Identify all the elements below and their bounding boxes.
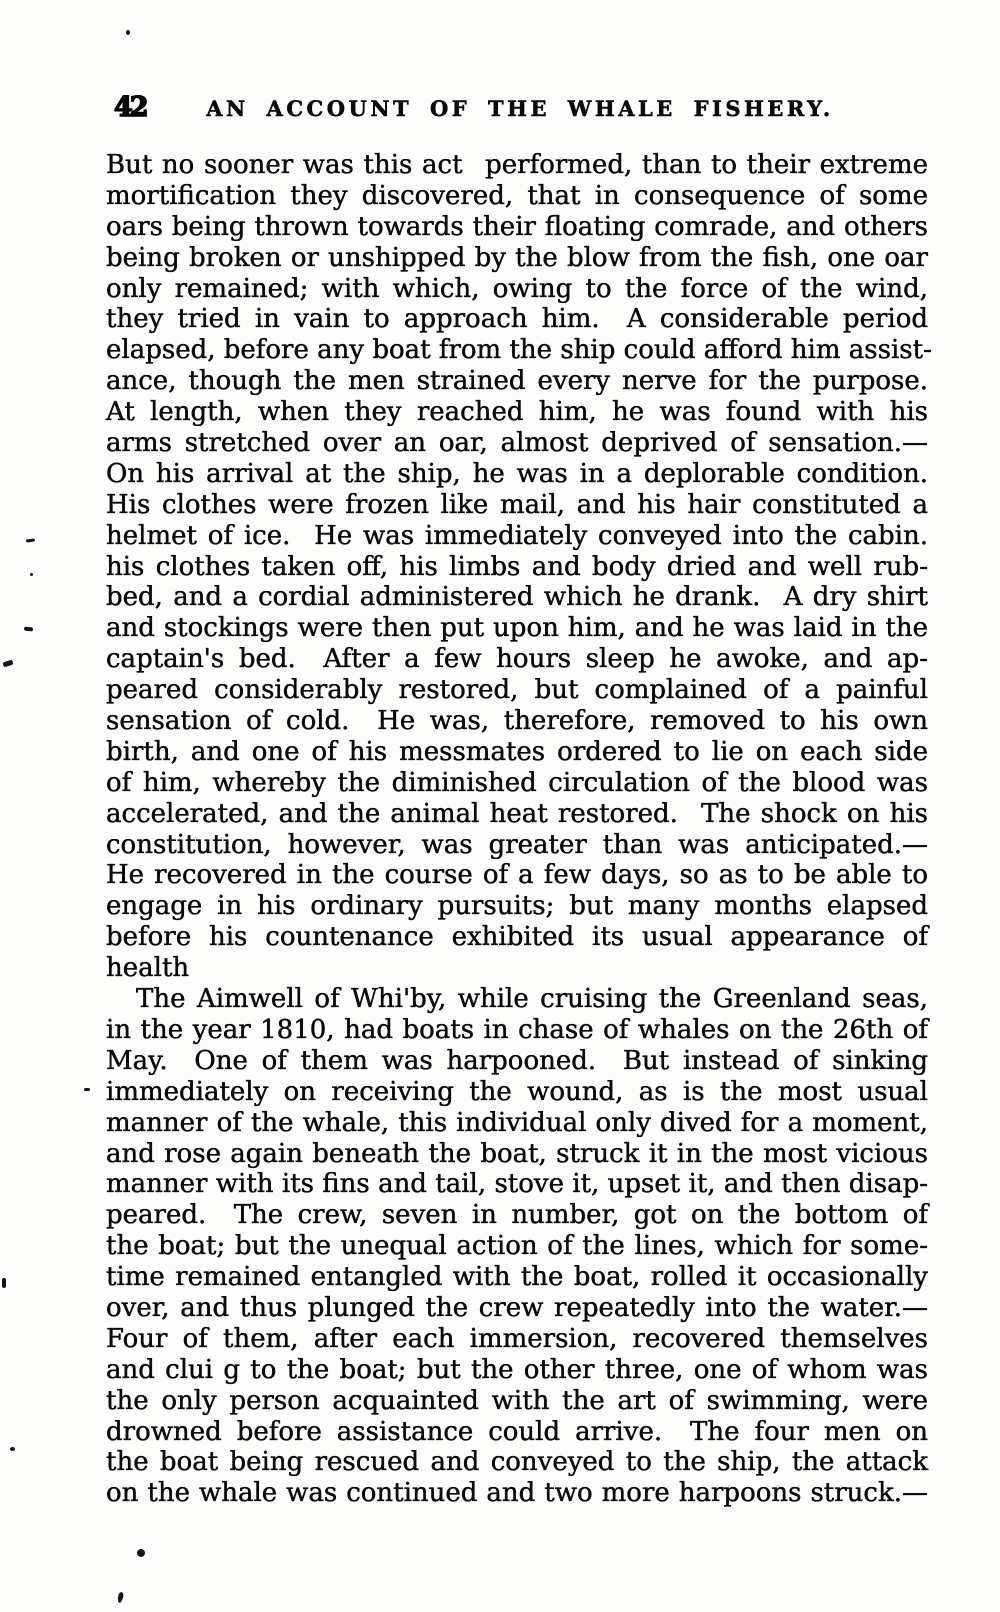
text-line: constitution, however, was greater than was anticipated.—: [106, 829, 928, 860]
text-line: The Aimwell of Whi'by, while cruising the Greenland seas,: [136, 984, 928, 1015]
text-line: May. One of them was harpooned. But instead of sinking: [106, 1045, 928, 1076]
text-line: peared. The crew, seven in number, got on the bottom of: [106, 1200, 928, 1231]
text-line: bed, and a cordial administered which he drank. A dry shirt: [106, 582, 928, 613]
scan-speck: [126, 30, 130, 35]
text-line: oars being thrown towards their floating comrade, and others: [106, 211, 928, 242]
text-line: mortification they discovered, that in consequence of some: [106, 180, 928, 211]
text-line: arms stretched over an oar, almost deprived of sensation.—: [106, 428, 928, 459]
text-line: being broken or unshipped by the blow from the fish, one oar: [106, 242, 928, 273]
text-line: before his countenance exhibited its usual appearance of: [106, 922, 928, 953]
running-head: AN ACCOUNT OF THE WHALE FISHERY.: [206, 96, 834, 121]
text-line: manner with its fins and tail, stove it, upset it, and then disap-: [106, 1169, 928, 1200]
text-line: over, and thus plunged the crew repeatedly into the water.—: [106, 1292, 928, 1323]
text-line: and rose again beneath the boat, struck it in the most vicious: [106, 1138, 928, 1169]
scan-speck: [2, 1278, 6, 1288]
text-line: sensation of cold. He was, therefore, removed to his own: [106, 706, 928, 737]
text-line: health: [106, 953, 190, 984]
paragraph: [106, 150, 932, 984]
scan-speck: [24, 627, 33, 632]
text-line: the boat; but the unequal action of the lines, which for some-: [106, 1231, 928, 1262]
text-line: On his arrival at the ship, he was in a deplorable condition.: [106, 458, 928, 489]
text-line: time remained entangled with the boat, rolled it occasionally: [106, 1262, 928, 1293]
page-body: [106, 150, 932, 1509]
text-line: His clothes were frozen like mail, and his hair constituted a: [106, 489, 928, 520]
page-number: 42: [114, 92, 146, 123]
scan-speck: [2, 660, 13, 668]
text-line: engage in his ordinary pursuits; but many months elapsed: [106, 891, 928, 922]
text-line: peared considerably restored, but complained of a painful: [106, 675, 928, 706]
text-line: drowned before assistance could arrive. The four men on: [106, 1416, 928, 1447]
text-line: his clothes taken off, his limbs and body dried and well rub-: [106, 551, 928, 582]
text-line: in the year 1810, had boats in chase of whales on the 26th of: [106, 1014, 928, 1045]
text-line: and clui g to the boat; but the other three, one of whom was: [106, 1354, 928, 1385]
text-line: the only person acquainted with the art of swimming, were: [106, 1385, 928, 1416]
text-line: But no sooner was this act performed, than to their extreme: [106, 150, 928, 180]
text-line: At length, when they reached him, he was found with his: [106, 397, 928, 428]
scan-speck: [117, 1592, 124, 1604]
text-line: Four of them, after each immersion, recovered themselves: [106, 1323, 928, 1354]
text-line: the boat being rescued and conveyed to the ship, the attack: [106, 1447, 928, 1478]
text-line: of him, whereby the diminished circulation of the blood was: [106, 767, 928, 798]
scan-speck: [26, 538, 35, 542]
paragraph: [106, 984, 928, 1509]
scan-speck: [84, 1088, 90, 1091]
text-line: helmet of ice. He was immediately conveyed into the cabin.: [106, 520, 928, 551]
text-line: ance, though the men strained every nerve for the purpose.: [106, 366, 928, 397]
text-line: and stockings were then put upon him, and he was laid in the: [106, 613, 928, 644]
text-line: birth, and one of his messmates ordered to lie on each side: [106, 736, 928, 767]
text-line: manner of the whale, this individual only dived for a moment,: [106, 1107, 928, 1138]
page-header: [0, 90, 1000, 124]
text-line: elapsed, before any boat from the ship could afford him assist-: [106, 335, 932, 366]
text-line: accelerated, and the animal heat restored. The shock on his: [106, 798, 928, 829]
scan-speck: [30, 573, 33, 576]
text-line: captain's bed. After a few hours sleep he awoke, and ap-: [106, 644, 928, 675]
scan-speck: [10, 1447, 15, 1451]
text-line: on the whale was continued and two more harpoons struck.—: [106, 1478, 928, 1509]
text-line: they tried in vain to approach him. A considerable period: [106, 304, 928, 335]
text-line: immediately on receiving the wound, as is the most usual: [106, 1076, 928, 1107]
text-line: only remained; with which, owing to the force of the wind,: [106, 273, 928, 304]
text-line: He recovered in the course of a few days, so as to be able to: [106, 860, 928, 891]
scan-speck: [137, 1549, 145, 1557]
